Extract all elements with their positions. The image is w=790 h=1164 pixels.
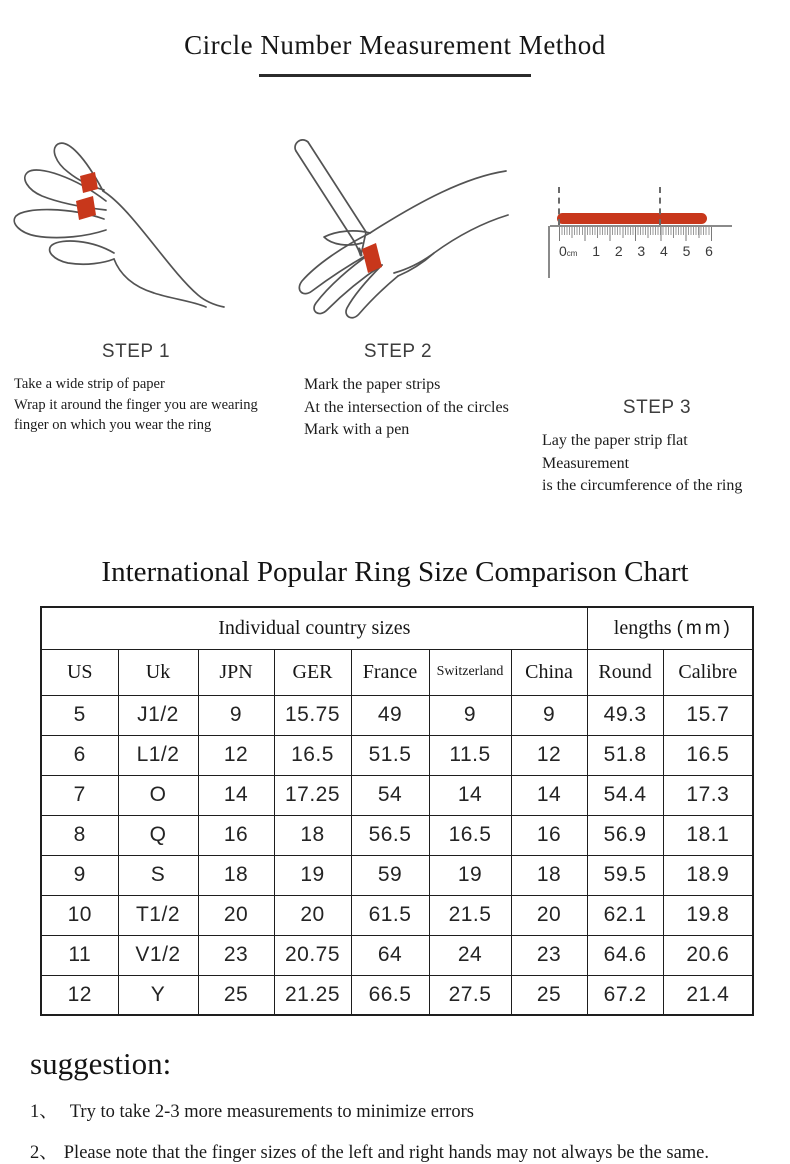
size-cell: 20.75 <box>274 935 351 975</box>
size-cell: 16.5 <box>429 815 511 855</box>
size-cell: 12 <box>41 975 118 1015</box>
size-cell: T1/2 <box>118 895 198 935</box>
size-cell: 20.6 <box>663 935 753 975</box>
ring-size-table <box>40 606 754 1016</box>
column-header-us: US <box>41 649 118 695</box>
size-cell: 9 <box>429 695 511 735</box>
hand-with-paper-strip-icon <box>0 129 250 324</box>
step-2-line-1: Mark the paper strips <box>304 376 441 393</box>
table-row <box>41 775 753 815</box>
column-header-jpn: JPN <box>198 649 274 695</box>
size-cell: 12 <box>511 735 587 775</box>
size-cell: 56.9 <box>587 815 663 855</box>
size-cell: 20 <box>511 895 587 935</box>
table-row <box>41 735 753 775</box>
paper-strip-on-ruler <box>557 213 707 224</box>
size-cell: 11.5 <box>429 735 511 775</box>
size-cell: S <box>118 855 198 895</box>
ruler-number-1: 1 <box>592 243 601 259</box>
size-cell: 11 <box>41 935 118 975</box>
size-cell: 20 <box>274 895 351 935</box>
size-cell: 7 <box>41 775 118 815</box>
size-cell: 19 <box>429 855 511 895</box>
size-cell: 23 <box>198 935 274 975</box>
size-cell: 21.4 <box>663 975 753 1015</box>
size-cell: 18.1 <box>663 815 753 855</box>
hand-with-pen-icon <box>272 129 512 329</box>
column-header-uk: Uk <box>118 649 198 695</box>
table-column-header-row <box>41 649 753 695</box>
size-cell: 19.8 <box>663 895 753 935</box>
size-cell: Y <box>118 975 198 1015</box>
suggestion-item-2-number: 2、 <box>30 1143 58 1164</box>
dashed-mark-four <box>659 187 661 225</box>
size-cell: 27.5 <box>429 975 511 1015</box>
step-1-line-3: finger on which you wear the ring <box>14 417 212 434</box>
step-2-line-3: Mark with a pen <box>304 421 410 439</box>
ruler-cm-ticks <box>559 227 713 241</box>
size-cell: 67.2 <box>587 975 663 1015</box>
size-cell: 25 <box>198 975 274 1015</box>
size-cell: 16 <box>511 815 587 855</box>
size-cell: 56.5 <box>351 815 429 855</box>
size-cell: Q <box>118 815 198 855</box>
steps-section <box>0 129 790 498</box>
size-cell: 20 <box>198 895 274 935</box>
page-title: Circle Number Measurement Method <box>184 30 606 60</box>
step-1-illustration <box>0 129 272 337</box>
ruler-number-0: 0cm <box>559 243 578 259</box>
size-cell: 9 <box>511 695 587 735</box>
size-cell: 18 <box>274 815 351 855</box>
suggestion-heading: suggestion: <box>30 1046 172 1082</box>
step-1-line-1: Take a wide strip of paper <box>14 376 165 392</box>
size-cell: 9 <box>41 855 118 895</box>
table-body <box>41 695 753 1015</box>
step-2-illustration <box>272 129 524 337</box>
step-1 <box>0 129 272 498</box>
ruler-unit-label: cm <box>566 249 578 258</box>
size-cell: 66.5 <box>351 975 429 1015</box>
ruler-number-2: 2 <box>614 243 623 259</box>
size-cell: J1/2 <box>118 695 198 735</box>
column-header-switzerland: Switzerland <box>429 649 511 695</box>
size-cell: 16.5 <box>274 735 351 775</box>
size-cell: 49.3 <box>587 695 663 735</box>
table-row <box>41 815 753 855</box>
step-1-description <box>0 374 272 436</box>
page-header <box>0 0 790 77</box>
size-cell: 17.25 <box>274 775 351 815</box>
size-cell: 59 <box>351 855 429 895</box>
size-cell: O <box>118 775 198 815</box>
column-header-round: Round <box>587 649 663 695</box>
column-header-china: China <box>511 649 587 695</box>
size-cell: 21.5 <box>429 895 511 935</box>
step-3-line-1: Lay the paper strip flat <box>542 432 688 449</box>
step-3-line-3: is the circumference of the ring <box>542 477 743 495</box>
size-cell: 8 <box>41 815 118 855</box>
size-cell: 21.25 <box>274 975 351 1015</box>
size-cell: 10 <box>41 895 118 935</box>
size-cell: 18 <box>511 855 587 895</box>
size-cell: 64 <box>351 935 429 975</box>
ruler-number-5: 5 <box>682 243 691 259</box>
suggestion-item-1-number: 1、 <box>30 1102 58 1123</box>
size-cell: 14 <box>511 775 587 815</box>
size-cell: 49 <box>351 695 429 735</box>
size-cell: 16 <box>198 815 274 855</box>
size-cell: 18 <box>198 855 274 895</box>
group-header-country-sizes: Individual country sizes <box>41 607 587 649</box>
table-row <box>41 895 753 935</box>
step-3-description <box>524 430 790 498</box>
column-header-ger: GER <box>274 649 351 695</box>
size-cell: 12 <box>198 735 274 775</box>
table-row <box>41 855 753 895</box>
size-cell: 18.9 <box>663 855 753 895</box>
size-cell: 59.5 <box>587 855 663 895</box>
size-cell: 17.3 <box>663 775 753 815</box>
size-cell: 5 <box>41 695 118 735</box>
size-cell: 15.7 <box>663 695 753 735</box>
step-2-description <box>272 374 524 442</box>
size-cell: 23 <box>511 935 587 975</box>
size-cell: 64.6 <box>587 935 663 975</box>
size-cell: 62.1 <box>587 895 663 935</box>
suggestion-item-1 <box>30 1097 790 1123</box>
table-row <box>41 975 753 1015</box>
size-cell: L1/2 <box>118 735 198 775</box>
size-cell: 51.5 <box>351 735 429 775</box>
title-underline <box>259 74 531 77</box>
size-cell: 25 <box>511 975 587 1015</box>
ruler-number-4: 4 <box>659 243 668 259</box>
suggestion-item-2-text: Please note that the finger sizes of the left and right hands may not always be the same. <box>63 1143 710 1164</box>
table-group-header-row <box>41 607 753 649</box>
size-cell: 16.5 <box>663 735 753 775</box>
step-1-line-2: Wrap it around the finger you are wearing <box>14 396 258 413</box>
step-2 <box>272 129 524 498</box>
ruler-icon <box>548 185 738 305</box>
suggestion-item-1-text: Try to take 2-3 more measurements to minimize errors <box>69 1102 474 1123</box>
dashed-mark-zero <box>558 187 560 225</box>
size-cell: 14 <box>198 775 274 815</box>
step-3 <box>524 129 790 498</box>
table-row <box>41 695 753 735</box>
lengths-unit: (mm) <box>676 617 733 639</box>
step-1-label: STEP 1 <box>101 341 171 362</box>
step-2-line-2: At the intersection of the circles <box>304 398 509 416</box>
size-cell: 24 <box>429 935 511 975</box>
size-cell: 19 <box>274 855 351 895</box>
size-cell: 51.8 <box>587 735 663 775</box>
step-2-label: STEP 2 <box>363 341 433 362</box>
ruler-numbers <box>559 243 713 259</box>
size-cell: 54.4 <box>587 775 663 815</box>
column-header-calibre: Calibre <box>663 649 753 695</box>
size-cell: 54 <box>351 775 429 815</box>
suggestion-item-2 <box>30 1138 790 1164</box>
size-cell: V1/2 <box>118 935 198 975</box>
step-3-illustration <box>524 185 790 393</box>
size-cell: 14 <box>429 775 511 815</box>
ruler-left-edge <box>548 226 550 278</box>
ruler-number-3: 3 <box>637 243 646 259</box>
size-chart-title: International Popular Ring Size Comparison Chart <box>101 556 689 589</box>
size-cell: 15.75 <box>274 695 351 735</box>
step-3-label: STEP 3 <box>622 397 692 418</box>
ruler-number-6: 6 <box>705 243 713 259</box>
column-header-france: France <box>351 649 429 695</box>
step-3-line-2: Measurement <box>542 454 630 472</box>
size-cell: 9 <box>198 695 274 735</box>
table-row <box>41 935 753 975</box>
group-header-lengths: lengths (mm) <box>587 607 753 649</box>
size-cell: 61.5 <box>351 895 429 935</box>
size-cell: 6 <box>41 735 118 775</box>
suggestion-section <box>30 1046 790 1164</box>
